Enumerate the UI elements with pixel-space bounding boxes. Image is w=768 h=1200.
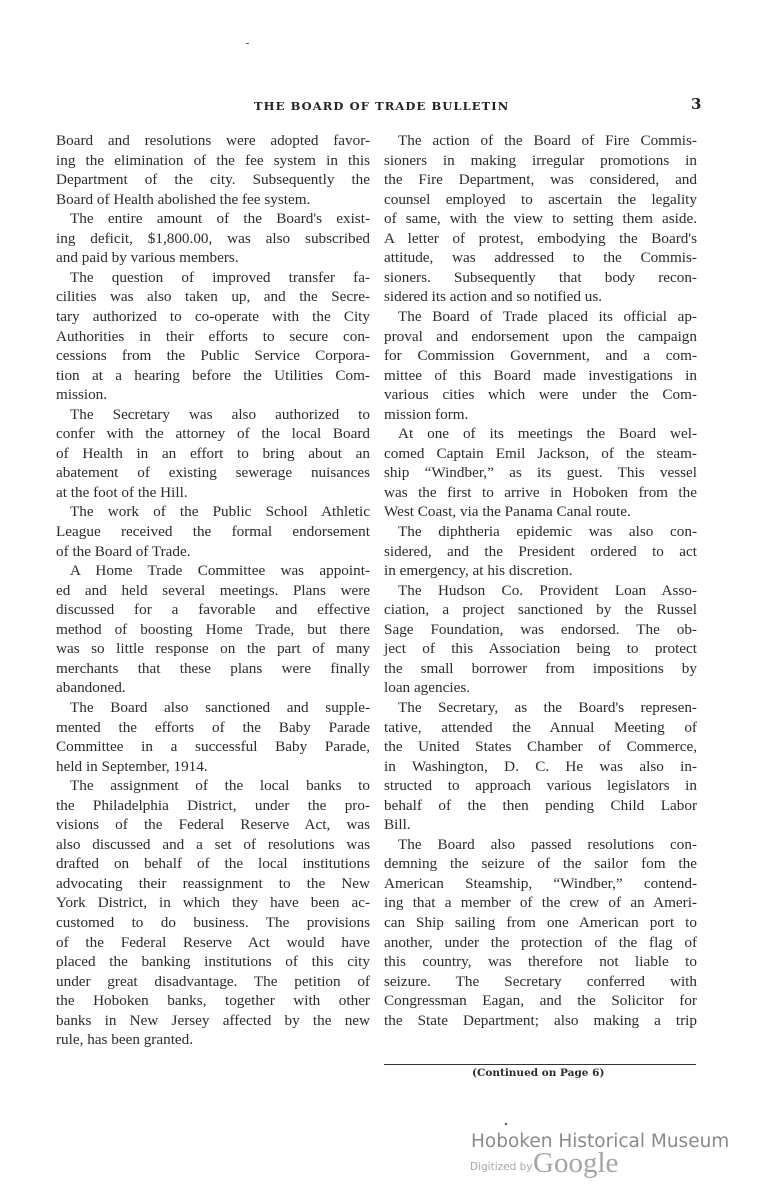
watermark-google-logo: Google bbox=[533, 1147, 619, 1179]
text-line: in Washington, D. C. He was also in- bbox=[384, 757, 697, 775]
text-line: Committee in a successful Baby Parade, bbox=[56, 738, 370, 756]
text-line: tary authorized to co-operate with the City bbox=[56, 307, 370, 325]
text-line: tion at a hearing before the Utilities Com- bbox=[56, 366, 370, 384]
scan-speck bbox=[505, 1123, 507, 1125]
text-line: A Home Trade Committee was appoint- bbox=[70, 562, 370, 580]
watermark-institution: Hoboken Historical Museum bbox=[471, 1131, 730, 1152]
text-line: customed to do business. The provisions bbox=[56, 914, 370, 931]
text-line: A letter of protest, embodying the Board's bbox=[384, 229, 697, 247]
text-line: ed and held several meetings. Plans were bbox=[56, 581, 370, 599]
text-line: was the first to arrive in Hoboken from the bbox=[384, 483, 697, 501]
text-line: various cities which were under the Com- bbox=[384, 386, 697, 404]
text-line: the Fire Department, was considered, and bbox=[384, 171, 697, 189]
text-line: The assignment of the local banks to bbox=[70, 777, 370, 795]
text-line: Board and resolutions were adopted favor- bbox=[56, 132, 370, 149]
text-line: tative, attended the Annual Meeting of bbox=[384, 718, 697, 736]
text-line: The action of the Board of Fire Commis- bbox=[398, 132, 697, 149]
text-line: held in September, 1914. bbox=[56, 757, 208, 775]
text-line: banks in New Jersey affected by the new bbox=[56, 1011, 370, 1029]
text-line: of the Federal Reserve Act would have bbox=[56, 933, 370, 951]
text-line: ing the elimination of the fee system in this bbox=[56, 151, 370, 169]
text-line: The Hudson Co. Provident Loan Asso- bbox=[398, 581, 697, 599]
text-line: The Secretary was also authorized to bbox=[70, 405, 370, 423]
text-line: sioners in making irregular promotions in bbox=[384, 151, 697, 169]
text-line: was so little response on the part of many bbox=[56, 640, 370, 658]
text-line: mented the efforts of the Baby Parade bbox=[56, 718, 370, 736]
text-line: proval and endorsement upon the campaign bbox=[384, 327, 697, 345]
text-line: at the foot of the Hill. bbox=[56, 483, 188, 501]
text-line: confer with the attorney of the local Board bbox=[56, 425, 370, 443]
text-line: Sage Foundation, was endorsed. The ob- bbox=[384, 620, 697, 638]
text-line: The Board of Trade placed its official ap- bbox=[398, 307, 697, 325]
scan-speck bbox=[246, 43, 249, 44]
text-line: demning the seizure of the sailor fom the bbox=[384, 855, 697, 873]
text-line: ciation, a project sanctioned by the Russel bbox=[384, 601, 697, 619]
text-line: abandoned. bbox=[56, 679, 126, 697]
text-line: The entire amount of the Board's exist- bbox=[70, 210, 370, 228]
continued-note: (Continued on Page 6) bbox=[472, 1067, 605, 1079]
text-line: the Hoboken banks, together with other bbox=[56, 992, 370, 1010]
text-line: mission. bbox=[56, 386, 108, 404]
text-line: merchants that these plans were finally bbox=[56, 659, 370, 677]
text-line: and paid by various members. bbox=[56, 249, 239, 267]
text-line: seizure. The Secretary conferred with bbox=[384, 972, 697, 990]
text-line: ship “Windber,” as its guest. This vessel bbox=[384, 464, 697, 482]
text-line: discussed for a favorable and effective bbox=[56, 601, 370, 619]
text-line: ing that a member of the crew of an Ameri- bbox=[384, 894, 697, 912]
text-line: Bill. bbox=[384, 816, 411, 834]
text-line: The Secretary, as the Board's represen- bbox=[398, 698, 697, 716]
text-line: in emergency, at his discretion. bbox=[384, 562, 573, 580]
text-line: loan agencies. bbox=[384, 679, 471, 697]
text-line: sidered, and the President ordered to act bbox=[384, 542, 697, 560]
text-line: mission form. bbox=[384, 405, 469, 423]
text-line: behalf of the then pending Child Labor bbox=[384, 796, 697, 814]
text-line: comed Captain Emil Jackson, of the steam- bbox=[384, 444, 697, 462]
text-line: League received the formal endorsement bbox=[56, 523, 370, 540]
text-line: structed to approach various legislators in bbox=[384, 777, 697, 795]
text-line: American Steamship, “Windber,” contend- bbox=[384, 874, 697, 892]
text-line: can Ship sailing from one American port to bbox=[384, 914, 697, 931]
text-line: attitude, was addressed to the Commis- bbox=[384, 249, 697, 267]
text-line: for Commission Government, and a com- bbox=[384, 347, 697, 365]
text-line: sioners. Subsequently that body recon- bbox=[384, 268, 697, 286]
text-line: placed the banking institutions of this city bbox=[56, 953, 370, 971]
text-line: another, under the protection of the flag of bbox=[384, 933, 697, 951]
text-line: cessions from the Public Service Corpora- bbox=[56, 347, 370, 365]
text-line: York District, in which they have been ac- bbox=[56, 894, 370, 912]
text-line: method of boosting Home Trade, but there bbox=[56, 620, 370, 638]
watermark-digitized-by: Digitized by bbox=[470, 1161, 533, 1173]
text-line: mittee of this Board made investigations in bbox=[384, 366, 697, 384]
text-line: advocating their reassignment to the New bbox=[56, 874, 370, 892]
text-line: the Philadelphia District, under the pro- bbox=[56, 796, 370, 814]
text-line: the State Department; also making a trip bbox=[384, 1011, 697, 1029]
text-line: The Board also passed resolutions con- bbox=[398, 835, 697, 853]
text-line: The Board also sanctioned and supple- bbox=[70, 698, 370, 716]
text-line: cilities was also taken up, and the Secre- bbox=[56, 288, 370, 306]
text-line: rule, has been granted. bbox=[56, 1031, 194, 1049]
text-line: counsel employed to ascertain the legality bbox=[384, 190, 697, 208]
text-line: At one of its meetings the Board wel- bbox=[398, 425, 697, 443]
text-line: abatement of existing sewerage nuisances bbox=[56, 464, 370, 482]
text-line: The question of improved transfer fa- bbox=[70, 268, 370, 286]
text-line: this country, was therefore not liable to bbox=[384, 953, 697, 971]
text-line: under great disadvantage. The petition of bbox=[56, 972, 370, 990]
text-line: of Health in an effort to bring about an bbox=[56, 444, 370, 462]
page-number: 3 bbox=[691, 95, 702, 113]
text-line: Board of Health abolished the fee system. bbox=[56, 190, 311, 208]
text-line: Congressman Eagan, and the Solicitor for bbox=[384, 992, 697, 1010]
text-line: of the Board of Trade. bbox=[56, 542, 191, 560]
text-line: Authorities in their efforts to secure con- bbox=[56, 327, 370, 345]
text-line: drafted on behalf of the local institutions bbox=[56, 855, 370, 873]
text-line: sidered its action and so notified us. bbox=[384, 288, 603, 306]
text-line: the small borrower from impositions by bbox=[384, 659, 697, 677]
text-line: ing deficit, $1,800.00, was also subscribed bbox=[56, 229, 370, 247]
text-line: also discussed and a set of resolutions was bbox=[56, 835, 370, 853]
text-line: visions of the Federal Reserve Act, was bbox=[56, 816, 370, 834]
text-line: ject of this Association being to protect bbox=[384, 640, 697, 658]
running-header-title: THE BOARD OF TRADE BULLETIN bbox=[254, 99, 510, 113]
text-line: West Coast, via the Panama Canal route. bbox=[384, 503, 631, 521]
text-line: of same, with the view to setting them aside. bbox=[384, 210, 697, 228]
text-line: Department of the city. Subsequently the bbox=[56, 171, 370, 189]
text-line: The work of the Public School Athletic bbox=[70, 503, 370, 521]
continuation-rule bbox=[384, 1064, 696, 1065]
text-line: the United States Chamber of Commerce, bbox=[384, 738, 697, 756]
text-line: The diphtheria epidemic was also con- bbox=[398, 523, 697, 540]
